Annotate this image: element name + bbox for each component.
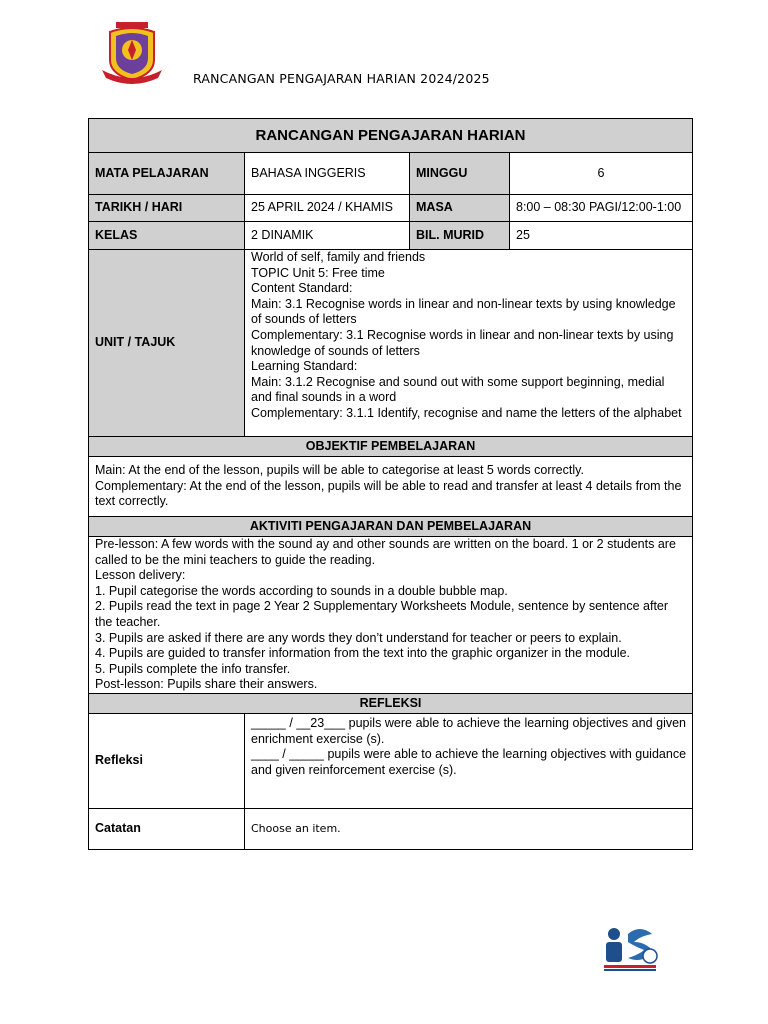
aktiviti-heading: AKTIVITI PENGAJARAN DAN PEMBELAJARAN <box>89 517 693 537</box>
unit-tajuk-content <box>245 250 693 437</box>
unit-line: Complementary: 3.1 Recognise words in linear and non-linear texts by using knowledge of sounds of letters <box>251 327 674 358</box>
lesson-plan-table <box>88 118 693 850</box>
aktiviti-line: 4. Pupils are guided to transfer information from the text into the graphic organizer in the module. <box>95 646 631 661</box>
refleksi-label: Refleksi <box>89 714 245 809</box>
anniversary-logo <box>600 922 660 974</box>
aktiviti-line: 3. Pupils are asked if there are any words they don’t understand for teacher or peers to explain. <box>95 630 622 645</box>
mata-pelajaran-value: BAHASA INGGERIS <box>245 153 410 195</box>
unit-line: Main: 3.1.2 Recognise and sound out with some support beginning, medial and final sounds in a word <box>251 374 665 405</box>
objektif-heading: OBJEKTIF PEMBELAJARAN <box>89 437 693 457</box>
objektif-content <box>89 457 693 517</box>
objektif-line: Main: At the end of the lesson, pupils will be able to categorise at least 5 words correctly. <box>95 463 584 478</box>
unit-line: Complementary: 3.1.1 Identify, recognise and name the letters of the alphabet <box>251 405 682 420</box>
unit-line: TOPIC Unit 5: Free time <box>251 265 385 280</box>
school-crest-logo <box>100 20 164 86</box>
aktiviti-line: 1. Pupil categorise the words according to sounds in a double bubble map. <box>95 583 508 598</box>
tarikh-label: TARIKH / HARI <box>89 195 245 222</box>
masa-label: MASA <box>410 195 510 222</box>
aktiviti-content <box>89 537 693 694</box>
catatan-label: Catatan <box>89 809 245 850</box>
header-title: RANCANGAN PENGAJARAN HARIAN 2024/2025 <box>193 71 490 86</box>
refleksi-line: ____ / _____ pupils were able to achieve the learning objectives with guidance and given reinforcement exercise (s). <box>251 747 687 777</box>
mata-pelajaran-label: MATA PELAJARAN <box>89 153 245 195</box>
bil-murid-label: BIL. MURID <box>410 222 510 250</box>
masa-value: 8:00 – 08:30 PAGI/12:00-1:00 <box>510 195 693 222</box>
tarikh-value: 25 APRIL 2024 / KHAMIS <box>245 195 410 222</box>
kelas-label: KELAS <box>89 222 245 250</box>
objektif-line: Complementary: At the end of the lesson, pupils will be able to read and transfer at least 4 details from the text correctly. <box>95 478 682 509</box>
aktiviti-line: Pre-lesson: A few words with the sound ay and other sounds are written on the board. 1 or 2 students are called to be the mini teachers to guide the reading. <box>95 537 676 567</box>
refleksi-content <box>245 714 693 809</box>
unit-line: Main: 3.1 Recognise words in linear and non-linear texts by using knowledge of sounds of letters <box>251 296 676 327</box>
aktiviti-line: Lesson delivery: <box>95 568 186 583</box>
catatan-dropdown[interactable]: Choose an item. <box>245 809 693 850</box>
minggu-value: 6 <box>510 153 693 195</box>
bil-murid-value: 25 <box>510 222 693 250</box>
unit-line: Learning Standard: <box>251 359 358 374</box>
minggu-label: MINGGU <box>410 153 510 195</box>
refleksi-line: _____ / __23___ pupils were able to achieve the learning objectives and given enrichment exercise (s). <box>251 716 687 746</box>
aktiviti-line: 5. Pupils complete the info transfer. <box>95 661 291 676</box>
table-title: RANCANGAN PENGAJARAN HARIAN <box>89 119 693 153</box>
unit-line: Content Standard: <box>251 281 353 296</box>
unit-line: World of self, family and friends <box>251 250 426 264</box>
unit-tajuk-label: UNIT / TAJUK <box>89 250 245 437</box>
aktiviti-line: Post-lesson: Pupils share their answers. <box>95 677 318 692</box>
kelas-value: 2 DINAMIK <box>245 222 410 250</box>
refleksi-heading: REFLEKSI <box>89 694 693 714</box>
aktiviti-line: 2. Pupils read the text in page 2 Year 2 Supplementary Worksheets Module, sentence by sentence after the teacher. <box>95 599 669 629</box>
